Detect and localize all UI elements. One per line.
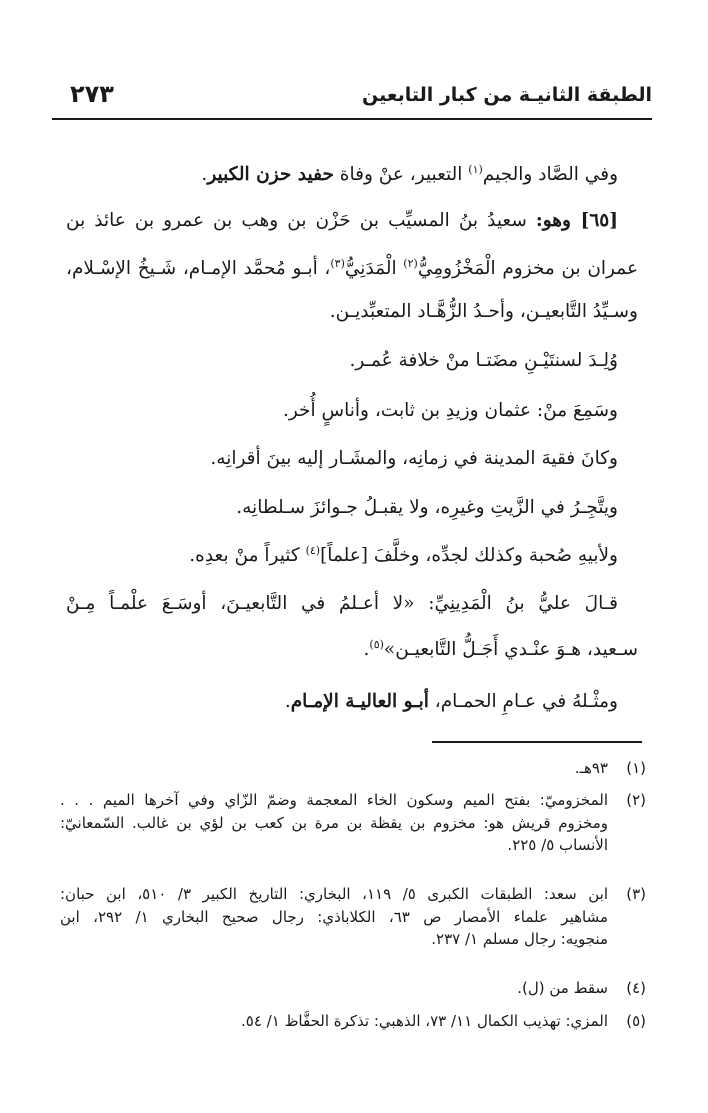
entry-line-2 [66, 254, 638, 284]
entry-line-3-text: وسـيِّدُ التَّابعيـن، وأحـدُ الزُّهَّـاد المتعبِّديـن. [329, 301, 638, 322]
mithluh-end: . [284, 691, 291, 712]
faqih-text: وكانَ فقيهَ المدينة في زمانِه، والمشَـار إليه بينَ أقرانِه. [210, 448, 618, 469]
mithluh-bold: أبـو العاليـة الإمـام [290, 691, 429, 712]
paragraph-intro [66, 160, 618, 190]
intro-end: . [201, 164, 208, 185]
paragraph-mithluh [66, 687, 618, 717]
intro-tail: التعبير، عنْ وفاة [333, 164, 469, 185]
footnote-line: منجويه: رجال مسلم ١/ ٢٣٧. [431, 930, 608, 948]
companion-text-a: ولأبيهِ صُحبة وكذلك لجدِّه، وخلَّفَ [علماً] [320, 545, 618, 566]
header-rule [52, 118, 652, 120]
footnote-line: ابن سعد: الطبقات الكبرى ٥/ ١١٩، البخاري: التاريخ الكبير ٣/ ٥١٠، ابن حبان: [60, 885, 608, 903]
footnote-number: (١) [626, 759, 646, 777]
footnote-ref-1: (١) [468, 162, 483, 176]
paragraph-companion [66, 541, 618, 571]
entry-line-1-text: سعيدُ بنُ المسيِّب بن حَزْن بن وهب بن عمرو بن عائذ بن [66, 210, 536, 231]
footnote-number: (٤) [626, 979, 646, 997]
birth-text: وُلِـدَ لسنتَيْـنِ مضَتـا منْ خلافة عُمـر. [349, 350, 618, 371]
quote-line-2 [66, 635, 638, 665]
footnote-number: (٥) [626, 1012, 646, 1030]
footnote-line: ومخزوم قريش هو: مخزوم بن يقظة بن مرة بن كعب بن لؤي بن غالب. السّمعانيّ: [60, 813, 608, 832]
entry-line-2b: الْمَدَنِيُّ [344, 258, 404, 279]
entry-huwa: وهو: [535, 210, 581, 231]
footnote-ref-3: (٣) [330, 256, 345, 270]
footnote-number: (٢) [626, 791, 646, 809]
footnote-line: سقط من (ل). [517, 979, 608, 997]
footnote-line: المزي: تهذيب الكمال ١١/ ٧٣، الذهبي: تذكرة الحفَّاظ ١/ ٥٤. [241, 1012, 608, 1030]
paragraph-trade [66, 493, 618, 523]
footnote-rule [432, 741, 642, 743]
running-title: الطبقة الثانيـة من كبار التابعين [361, 84, 652, 106]
intro-text: وفي الصَّاد والجيم [482, 164, 618, 185]
quote-line-1 [66, 589, 618, 619]
paragraph-faqih [66, 444, 618, 474]
footnote-ref-2: (٢) [403, 256, 418, 270]
mithluh-text: ومثْـلهُ في عـامِ الحمـام، [428, 691, 618, 712]
footnote-line: الأنساب ٥/ ٢٢٥. [507, 836, 608, 854]
footnote-ref-4: (٤) [305, 543, 321, 557]
intro-bold: حفيد حزن الكبير [207, 164, 334, 185]
entry-line-2c: ، أبـو مُحمَّد الإمـام، شَـيخُ الإسْـلام، [66, 258, 331, 279]
entry-line-2a: عمران بن مخزوم الْمَخْزُومِيُّ [417, 258, 639, 279]
footnote-line: مشاهير علماء الأمصار ص ٦٣، الكلاباذي: رجال صحيح البخاري ١/ ٢٩٢، ابن [60, 907, 608, 926]
footnote-line: المخزوميّ: بفتح الميم وسكون الخاء المعجمة وضمّ الزّاي وفي آخرها الميم . . . [60, 791, 608, 809]
footnote-number: (٣) [626, 885, 646, 903]
page-number: ٢٧٣ [70, 80, 114, 108]
quote-end: . [363, 639, 370, 660]
heard-text: وسَمِعَ منْ: عثمان وزيدِ بن ثابت، وأناسٍ أُخر. [282, 400, 618, 421]
entry-line-1 [66, 206, 618, 236]
trade-text: ويتَّجِـرُ في الزَّيتِ وغيرِه، ولا يقبـلُ جـوائزَ سـلطانِه. [236, 497, 618, 518]
quote-line-1-text: قـالَ عليُّ بنُ الْمَدِينِيِّ: «لا أعـلمُ في التَّابعيـنَ، أوسَـعَ علْمـاً مِـنْ [66, 593, 618, 614]
page-header [52, 74, 652, 114]
footnote-ref-5: (٥) [369, 637, 384, 651]
entry-line-3 [66, 297, 638, 327]
paragraph-heard [66, 396, 618, 426]
footnote-line: ٩٣هـ. [574, 759, 608, 777]
entry-number: [٦٥] [580, 210, 618, 231]
quote-line-2-text: سـعيد، هـوَ عنْـدي أَجَـلُّ التَّابعيـن» [383, 639, 638, 660]
companion-text-b: كثيراً منْ بعدِه. [189, 545, 306, 566]
paragraph-birth [66, 346, 618, 376]
